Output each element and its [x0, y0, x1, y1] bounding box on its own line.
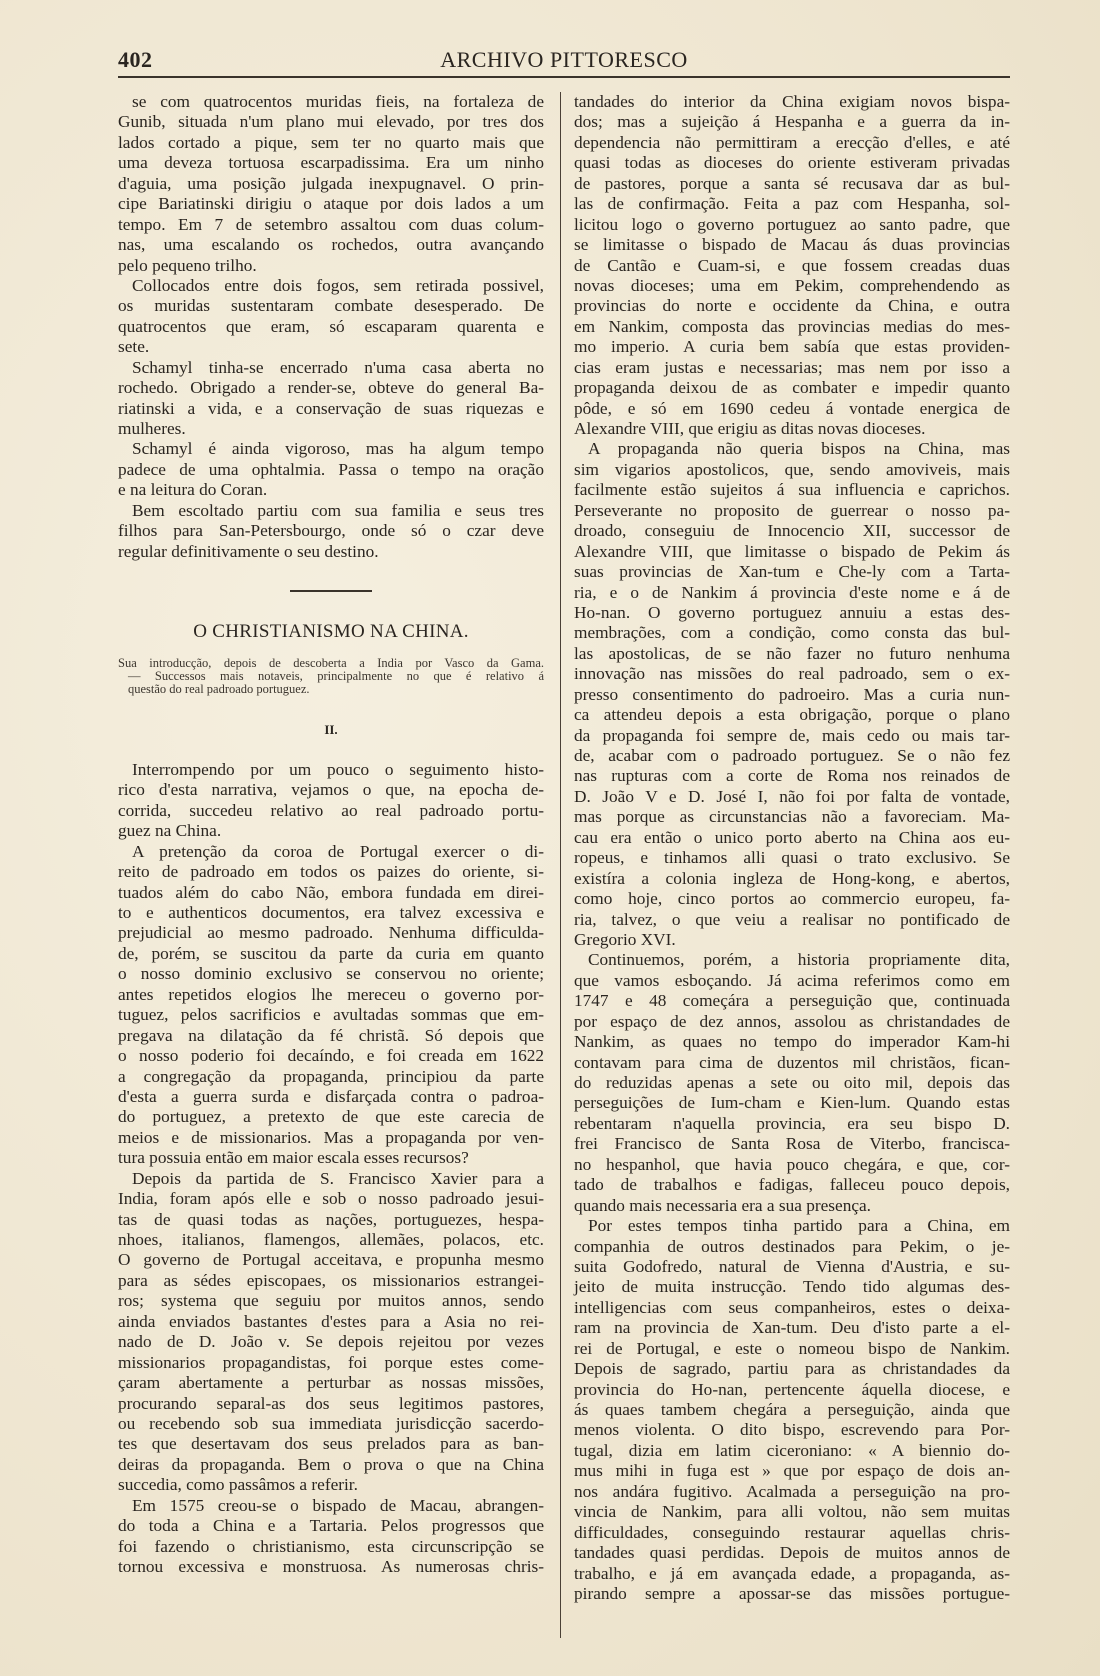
text-line: pregava na dilatação da fé christã. Só depois que [118, 1025, 544, 1045]
right-column [574, 92, 1010, 1604]
text-line: em Nankim, composta das provincias medias do mes- [574, 316, 1010, 336]
text-line: Collocados entre dois fogos, sem retirada possivel, [132, 275, 544, 295]
article-title: O CHRISTIANISMO NA CHINA. [193, 621, 469, 643]
text-line: difficuldades, conseguindo restaurar aquellas chris- [574, 1522, 1010, 1542]
text-line: guez na China. [118, 821, 222, 841]
text-line: ca attendeu depois a esta obrigação, porque o plano [574, 705, 1010, 725]
running-title: ARCHIVO PITTORESCO [440, 47, 688, 72]
text-line: Alexandre VIII, que erigiu as ditas novas dioceses. [574, 419, 926, 438]
text-line: mulheres. [118, 419, 186, 438]
text-line: mas porque as circunstancias não a favoreciam. Ma- [574, 807, 1010, 827]
text-line: tes que desertavam dos seus prelados para as ban- [118, 1434, 544, 1454]
text-line: ria, e o de Nankim á provincia d'este nome e á de [574, 582, 1010, 602]
text-line: os muridas sustentaram combate desesperado. De [118, 296, 544, 316]
paragraph [118, 842, 544, 1169]
text-line: de, porém, se suscitou da parte da curia em quanto [118, 943, 544, 963]
text-line: nos andára fugitivo. Acalmada a perseguição na pro- [574, 1481, 1010, 1501]
paragraph [118, 439, 544, 500]
text-line: India, foram após elle e sob o nosso padroado jesui- [118, 1189, 544, 1209]
text-line: cau era então o unico porto aberto na China aos eu- [574, 827, 1010, 847]
text-line: a congregação da propaganda, principiou da parte [118, 1066, 544, 1086]
page-number: 402 [118, 47, 153, 72]
text-line: rebentaram n'aquella provincia, era seu bispo D. [574, 1113, 1010, 1133]
text-line: suita Godofredo, natural de Vienna d'Austria, e su- [574, 1256, 1010, 1276]
text-line: O governo de Portugal acceitava, e propunha mesmo [118, 1250, 544, 1270]
paragraph [574, 950, 1010, 1216]
text-line: to e authenticos documentos, era talvez excessiva e [118, 903, 544, 923]
text-line: sim vigarios apostolicos, que, sendo amoviveis, mais [574, 459, 1010, 479]
text-line: para as sédes episcopaes, os missionarios estrangei- [118, 1270, 544, 1290]
text-line: ria, talvez, o que veiu a realisar no pontificado de [574, 909, 1010, 929]
text-line: pelo pequeno trilho. [118, 255, 257, 275]
text-line: lados cortado a pique, sem ter no quarto mais que [118, 132, 544, 152]
text-line: tuados além do cabo Não, embora fundada em direi- [118, 882, 544, 902]
text-line: Por estes tempos tinha partido para a China, em [588, 1216, 1010, 1236]
text-line: companhia de outros destinados para Pekim, o je- [574, 1236, 1010, 1256]
text-line: por espaço de dez annos, assolou as christandades de [574, 1011, 1010, 1031]
article-text-right [574, 92, 1010, 1604]
text-line: mo imperio. A curia bem sabía que estas providen- [574, 337, 1010, 357]
text-line: ou recebendo sob sua immediata jurisdicção sacerdo- [118, 1413, 544, 1433]
article-summary [118, 657, 544, 696]
text-line: jeito de muita instrucção. Tendo tido algumas des- [574, 1277, 1010, 1297]
text-line: Depois da partida de S. Francisco Xavier para a [132, 1168, 544, 1188]
text-line: frei Francisco de Santa Rosa de Viterbo, francisca- [574, 1134, 1010, 1154]
text-line: intelligencias com seus companheiros, estes o deixa- [574, 1297, 1010, 1317]
text-line: sete. [118, 337, 150, 357]
text-line: se com quatrocentos muridas fieis, na fortaleza de [132, 92, 544, 111]
text-line: provincia do Ho-nan, pertencente áquella diocese, e [574, 1379, 1010, 1399]
text-line: nas rupturas com a corte de Roma nos reinados de [574, 766, 1010, 786]
text-line: Ho-nan. O governo portuguez annuiu a estas des- [574, 602, 1010, 622]
text-line: missionarios propagandistas, foi porque estes come- [118, 1352, 544, 1372]
paragraph [118, 1496, 544, 1578]
text-line: menos violenta. O dito bispo, escrevendo para Por- [574, 1420, 1010, 1440]
section-separator [290, 590, 372, 592]
text-line: Schamyl é ainda vigoroso, mas ha algum tempo [132, 439, 544, 459]
paragraph [574, 1216, 1010, 1604]
intro-text [118, 92, 544, 562]
text-line: A pretenção da coroa de Portugal exercer o di- [132, 841, 544, 861]
text-line: trabalho, e já em avançada edade, a propaganda, as- [574, 1563, 1010, 1583]
text-line: mus mihi in fuga est » que por espaço de dois an- [574, 1461, 1010, 1481]
text-line: tugal, dizia em latim ciceroniano: « A biennio do- [574, 1440, 1010, 1460]
text-line: Schamyl tinha-se encerrado n'uma casa aberta no [132, 357, 544, 377]
text-line: e na leitura do Coran. [118, 480, 268, 500]
text-line: tado de trabalhos e fadigas, falleceu pouco depois, [574, 1175, 1010, 1195]
text-line: como hoje, cinco portos ao commercio europeu, fa- [574, 889, 1010, 909]
text-line: A propaganda não queria bispos na China, mas [588, 439, 1010, 459]
text-line: deiras da propaganda. Bem o prova o que na China [118, 1454, 544, 1474]
text-line: tornou excessiva e monstruosa. As numerosas chris- [118, 1557, 544, 1577]
text-line: de, acabar com o padroado portuguez. Se o não fez [574, 746, 1010, 765]
text-line: Continuemos, porém, a historia propriamente dita, [588, 950, 1010, 970]
text-line: contavam para cima de duzentos mil christãos, fican- [574, 1052, 1010, 1072]
header-rule [118, 76, 1010, 78]
text-line: facilmente estão sujeitos á sua influencia e caprichos. [574, 480, 1010, 500]
text-line: Em 1575 creou-se o bispado de Macau, abrangen- [132, 1495, 544, 1515]
text-line: filhos para San-Petersbourgo, onde só o czar deve [118, 521, 544, 541]
text-line: de Cantão e Cuam-si, e que fossem creadas duas [574, 255, 1010, 275]
text-line: D. João V e D. José I, não foi por falta de vontade, [574, 786, 1010, 806]
text-line: propaganda deixou de as combater e impedir quanto [574, 378, 1010, 398]
section-number: II. [324, 721, 338, 737]
text-line: suas provincias de Xan-tum e Che-ly com a Tarta- [574, 562, 1010, 582]
text-line: ros; systema que seguiu por muitos annos, sendo [118, 1291, 544, 1311]
left-column [118, 92, 544, 1577]
text-line: rei de Portugal, e este o nomeou bispo de Nankim. [574, 1338, 1010, 1358]
text-line: Perseverante no proposito de guerrear o nosso pa- [574, 500, 1010, 520]
text-line: padece de uma ophtalmia. Passa o tempo na oração [118, 459, 544, 479]
text-line: ram na provincia de Xan-tum. Deu d'isto parte a el- [574, 1318, 1010, 1338]
text-line: innovação nas missões do real padroado, sem o ex- [574, 664, 1010, 684]
text-line: rochedo. Obrigado a render-se, obteve do general Ba- [118, 378, 544, 398]
text-line: pirando sempre a apossar-se das missões portugue- [574, 1583, 1010, 1603]
text-line: vincia de Nankim, para alli voltou, não sem muitas [574, 1502, 1010, 1522]
text-line: do reduzidas apenas a sete ou oito mil, depois das [574, 1073, 1010, 1092]
text-line: presso consentimento do padroeiro. Mas a curia nun- [574, 684, 1010, 704]
text-line: tas de quasi todas as nações, portuguezes, hespa- [118, 1209, 544, 1229]
text-line: tandades do interior da China exigiam novos bispa- [574, 92, 1010, 111]
paragraph [118, 1169, 544, 1496]
text-line: Alexandre VIII, que limitasse o bispado de Pekim ás [574, 541, 1010, 561]
text-line: d'esta a guerra surda e disfarçada contra o padroa- [118, 1086, 544, 1106]
text-line: da propaganda foi sempre de, mais cedo ou mais tar- [574, 725, 1010, 745]
paragraph [118, 760, 544, 842]
text-line: reito de padroado em todos os paizes do oriente, si- [118, 862, 544, 882]
article-text-left [118, 760, 544, 1578]
text-line: de pastores, porque a santa sé recusava dar as bul- [574, 173, 1010, 193]
text-line: Depois de sagrado, partiu para as christandades da [574, 1359, 1010, 1379]
text-line: do portuguez, a pretexto de que este carecia de [118, 1107, 544, 1127]
text-line: se limitasse o bispado de Macau ás duas provincias [574, 235, 1010, 255]
text-line: Interrompendo por um pouco o seguimento histo- [132, 759, 544, 779]
text-line: dependencia não permittiram a erecção d'elles, e até [574, 132, 1010, 152]
text-line: membrações, com a condição, como consta das bul- [574, 623, 1010, 643]
text-line: licitou logo o governo portuguez ao santo padre, que [574, 214, 1010, 234]
text-line: foi fazendo o christianismo, esta circunscripção se [118, 1536, 544, 1556]
text-line: corrida, succedeu relativo ao real padroado portu- [118, 800, 544, 820]
text-line: Nankim, as quaes no tempo do imperador Kam-hi [574, 1032, 1010, 1052]
newspaper-page [118, 0, 1010, 1676]
text-line: o nosso dominio exclusivo se conservou no oriente; [118, 964, 544, 984]
paragraph [118, 92, 544, 276]
text-line: que vamos esboçando. Já acima referimos como em [574, 970, 1010, 990]
text-line: çaram abertamente a perturbar as nossas missões, [118, 1373, 544, 1393]
text-line: Gregorio XVI. [574, 929, 676, 949]
text-line: rico d'esta narrativa, vejamos o que, na epocha de- [118, 780, 544, 800]
text-line: meios e de missionarios. Mas a propaganda por ven- [118, 1127, 544, 1147]
text-line: ás quaes tambem chegára a perseguição, ainda que [574, 1400, 1010, 1419]
text-line: perseguições de Ium-cham e Kien-lum. Quando estas [574, 1093, 1010, 1113]
text-line: ainda enviados bastantes d'estes para a Asia no rei- [118, 1311, 544, 1331]
summary-line: Sua introducção, depois de descoberta a India por Vasco da Gama. [118, 655, 544, 670]
text-line: Gunib, situada n'um plano mui elevado, por tres dos [118, 112, 544, 132]
text-line: provincias do norte e occidente da China, e outra [574, 296, 1010, 316]
text-line: 1747 e 48 começára a perseguição que, continuada [574, 991, 1010, 1011]
column-divider [560, 92, 561, 1638]
text-line: existíra a colonia ingleza de Hong-kong, e abertos, [574, 868, 1010, 888]
text-line: las apostolicas, de se não fazer no futuro nenhuma [574, 643, 1010, 663]
text-line: nhoes, italianos, flamengos, allemães, polacos, etc. [118, 1230, 544, 1250]
text-line: droado, conseguiu de Innocencio XII, successor de [574, 521, 1010, 541]
text-line: quando mais necessaria era a sua presença. [574, 1195, 871, 1215]
text-line: quatrocentos que eram, só escaparam quarenta e [118, 316, 544, 336]
text-line: dos; mas a sujeição á Hespanha e a guerra da in- [574, 112, 1010, 132]
text-line: cias eram justas e necessarias; mas nem por isso a [574, 357, 1010, 377]
text-line: cipe Bariatinski dirigiu o ataque por dois lados a um [118, 194, 544, 214]
text-line: d'aguia, uma posição julgada inexpugnavel. O prin- [118, 173, 544, 193]
text-line: tandades quasi perdidas. Depois de muitos annos de [574, 1543, 1010, 1563]
text-line: tura possuia então em maior escala esses recursos? [118, 1148, 469, 1168]
summary-line: questão do real padroado portuguez. [128, 681, 310, 696]
text-line: Bem escoltado partiu com sua familia e seus tres [132, 500, 544, 520]
text-line: las de confirmação. Feita a paz com Hespanha, sol- [574, 194, 1010, 214]
text-line: o nosso poderio foi decaíndo, e foi creada em 1622 [118, 1046, 544, 1066]
text-line: nado de D. João v. Se depois rejeitou por vezes [118, 1332, 544, 1352]
text-line: procurando separal-as dos seus legitimos pastores, [118, 1393, 544, 1413]
paragraph [118, 276, 544, 358]
text-line: tempo. Em 7 de setembro assaltou com duas colum- [118, 214, 544, 234]
text-line: succedia, como passâmos a referir. [118, 1475, 358, 1495]
text-line: novas dioceses; uma em Pekim, comprehendendo as [574, 275, 1010, 295]
text-line: do toda a China e a Tartaria. Pelos progressos que [118, 1516, 544, 1536]
paragraph [574, 439, 1010, 950]
text-line: antes repetidos elogios lhe mereceu o governo por- [118, 984, 544, 1004]
text-line: regular definitivamente o seu destino. [118, 541, 379, 561]
text-line: pôde, e só em 1690 cedeu á vontade energica de [574, 398, 1010, 418]
text-line: ropeus, e tinhamos alli quasi o trato exclusivo. Se [574, 848, 1010, 868]
paragraph [118, 358, 544, 440]
text-line: uma deveza tortuosa escarpadissima. Era um ninho [118, 153, 544, 173]
text-line: riatinski a vida, e a conservação de suas riquezas e [118, 398, 544, 418]
paragraph [574, 92, 1010, 439]
text-line: nas, uma escalando os rochedos, outra avançando [118, 235, 544, 255]
text-line: quasi todas as dioceses do oriente estiveram privadas [574, 153, 1010, 173]
text-line: no hespanhol, que havia pouco chegára, e que, cor- [574, 1154, 1010, 1174]
page-header [118, 45, 1010, 75]
text-line: tuguez, pelos sacrificios e avultadas sommas que em- [118, 1005, 544, 1025]
text-line: prejudicial ao mesmo padroado. Nenhuma difficulda- [118, 923, 544, 943]
summary-line: — Successos mais notaveis, principalmente no que é relativo á [128, 668, 544, 683]
paragraph [118, 501, 544, 562]
